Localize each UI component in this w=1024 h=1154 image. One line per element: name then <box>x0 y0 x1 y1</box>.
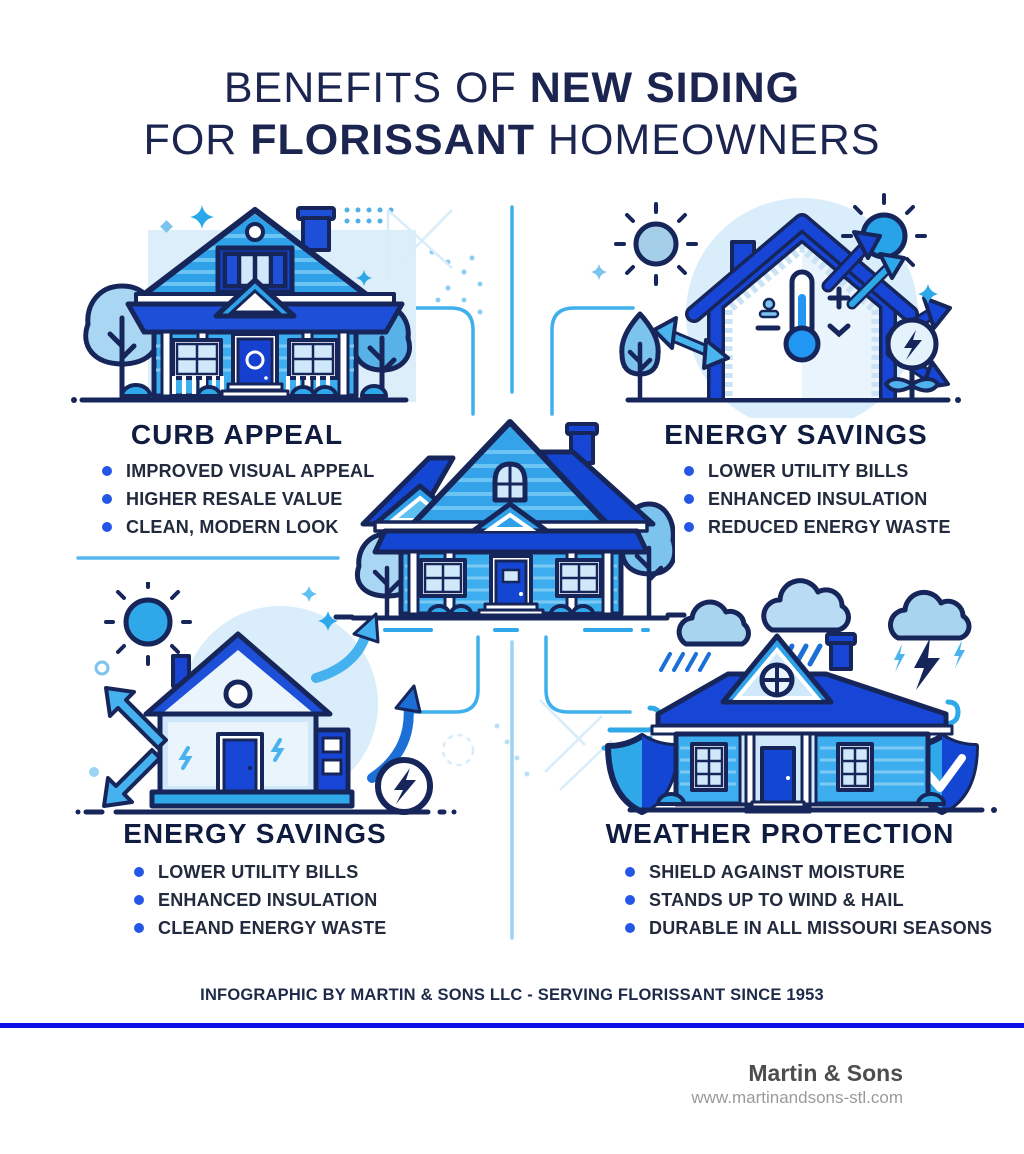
dot-decoration <box>89 767 99 777</box>
dot-grid <box>345 208 394 224</box>
tree-icon <box>622 314 658 398</box>
door-icon <box>762 748 794 804</box>
bullet-dot <box>625 867 635 877</box>
title-line-1: BENEFITS OF NEW SIDING <box>223 64 801 112</box>
list-item: STANDS UP TO WIND & HAIL <box>625 886 992 914</box>
bullet-dot <box>625 895 635 905</box>
section-heading-weather-protection: WEATHER PROTECTION <box>605 818 955 849</box>
bullet-dot <box>102 522 112 532</box>
bullet-dot <box>134 923 144 933</box>
list-item: LOWER UTILITY BILLS <box>134 858 387 886</box>
plant-icon <box>886 320 938 398</box>
weather-protection-bullet-list <box>625 858 992 942</box>
list-item: SHIELD AGAINST MOISTURE <box>625 858 992 886</box>
sun-icon <box>616 204 696 284</box>
footer-caption: INFOGRAPHIC BY MARTIN & SONS LLC - SERVING FLORISSANT SINCE 1953 <box>200 986 824 1004</box>
house-icon <box>652 634 952 812</box>
list-item: CLEAND ENERGY WASTE <box>134 914 387 942</box>
bullet-dot <box>102 466 112 476</box>
bullet-dot <box>134 895 144 905</box>
curb-appeal-bullet-list <box>102 457 374 541</box>
window-icon <box>289 340 337 378</box>
list-item: ENHANCED INSULATION <box>134 886 387 914</box>
window-icon <box>692 744 726 790</box>
title-line-2: FOR FLORISSANT HOMEOWNERS <box>143 116 881 164</box>
cloud-icon <box>661 602 748 670</box>
branding <box>691 1060 903 1109</box>
energy-savings-house-illustration <box>72 582 462 822</box>
bullet-dot <box>134 867 144 877</box>
window-icon <box>173 340 221 378</box>
lightning-icon <box>914 638 940 690</box>
section-heading-curb-appeal: CURB APPEAL <box>130 419 344 450</box>
sun-icon <box>106 582 190 664</box>
list-item: IMPROVED VISUAL APPEAL <box>102 457 374 485</box>
lightning-icon <box>954 640 965 668</box>
section-heading-energy-savings-bottom: ENERGY SAVINGS <box>123 818 387 849</box>
storm-cloud-icon <box>890 592 969 690</box>
round-window-icon <box>226 682 250 706</box>
ring-decoration <box>96 662 108 674</box>
list-item: ENHANCED INSULATION <box>684 485 951 513</box>
energy-savings-thermometer-illustration <box>606 186 1006 418</box>
bullet-dot <box>684 466 694 476</box>
list-item: REDUCED ENERGY WASTE <box>684 513 951 541</box>
door-icon <box>218 734 262 792</box>
window-icon <box>838 744 872 790</box>
list-item: DURABLE IN ALL MISSOURI SEASONS <box>625 914 992 942</box>
lightning-icon <box>378 760 430 812</box>
list-item: HIGHER RESALE VALUE <box>102 485 374 513</box>
page-title <box>0 62 1024 166</box>
weather-protection-house-illustration <box>600 578 1000 820</box>
footer-divider <box>0 1023 1024 1028</box>
sparkle-icon <box>591 264 607 280</box>
rain-icon <box>661 654 709 670</box>
lightning-icon <box>894 644 905 672</box>
company-website: www.martinandsons-stl.com <box>691 1088 903 1107</box>
company-name: Martin & Sons <box>748 1060 903 1086</box>
bullet-dot <box>684 522 694 532</box>
window-icon <box>557 560 601 596</box>
bullet-dot <box>102 494 112 504</box>
energy-savings-top-bullet-list <box>684 457 951 541</box>
curb-appeal-house-illustration <box>70 188 490 416</box>
list-item: CLEAN, MODERN LOOK <box>102 513 374 541</box>
section-heading-energy-savings-top: ENERGY SAVINGS <box>664 419 928 450</box>
list-item: LOWER UTILITY BILLS <box>684 457 951 485</box>
energy-savings-bottom-bullet-list <box>134 858 387 942</box>
bullet-dot <box>684 494 694 504</box>
bullet-dot <box>625 923 635 933</box>
